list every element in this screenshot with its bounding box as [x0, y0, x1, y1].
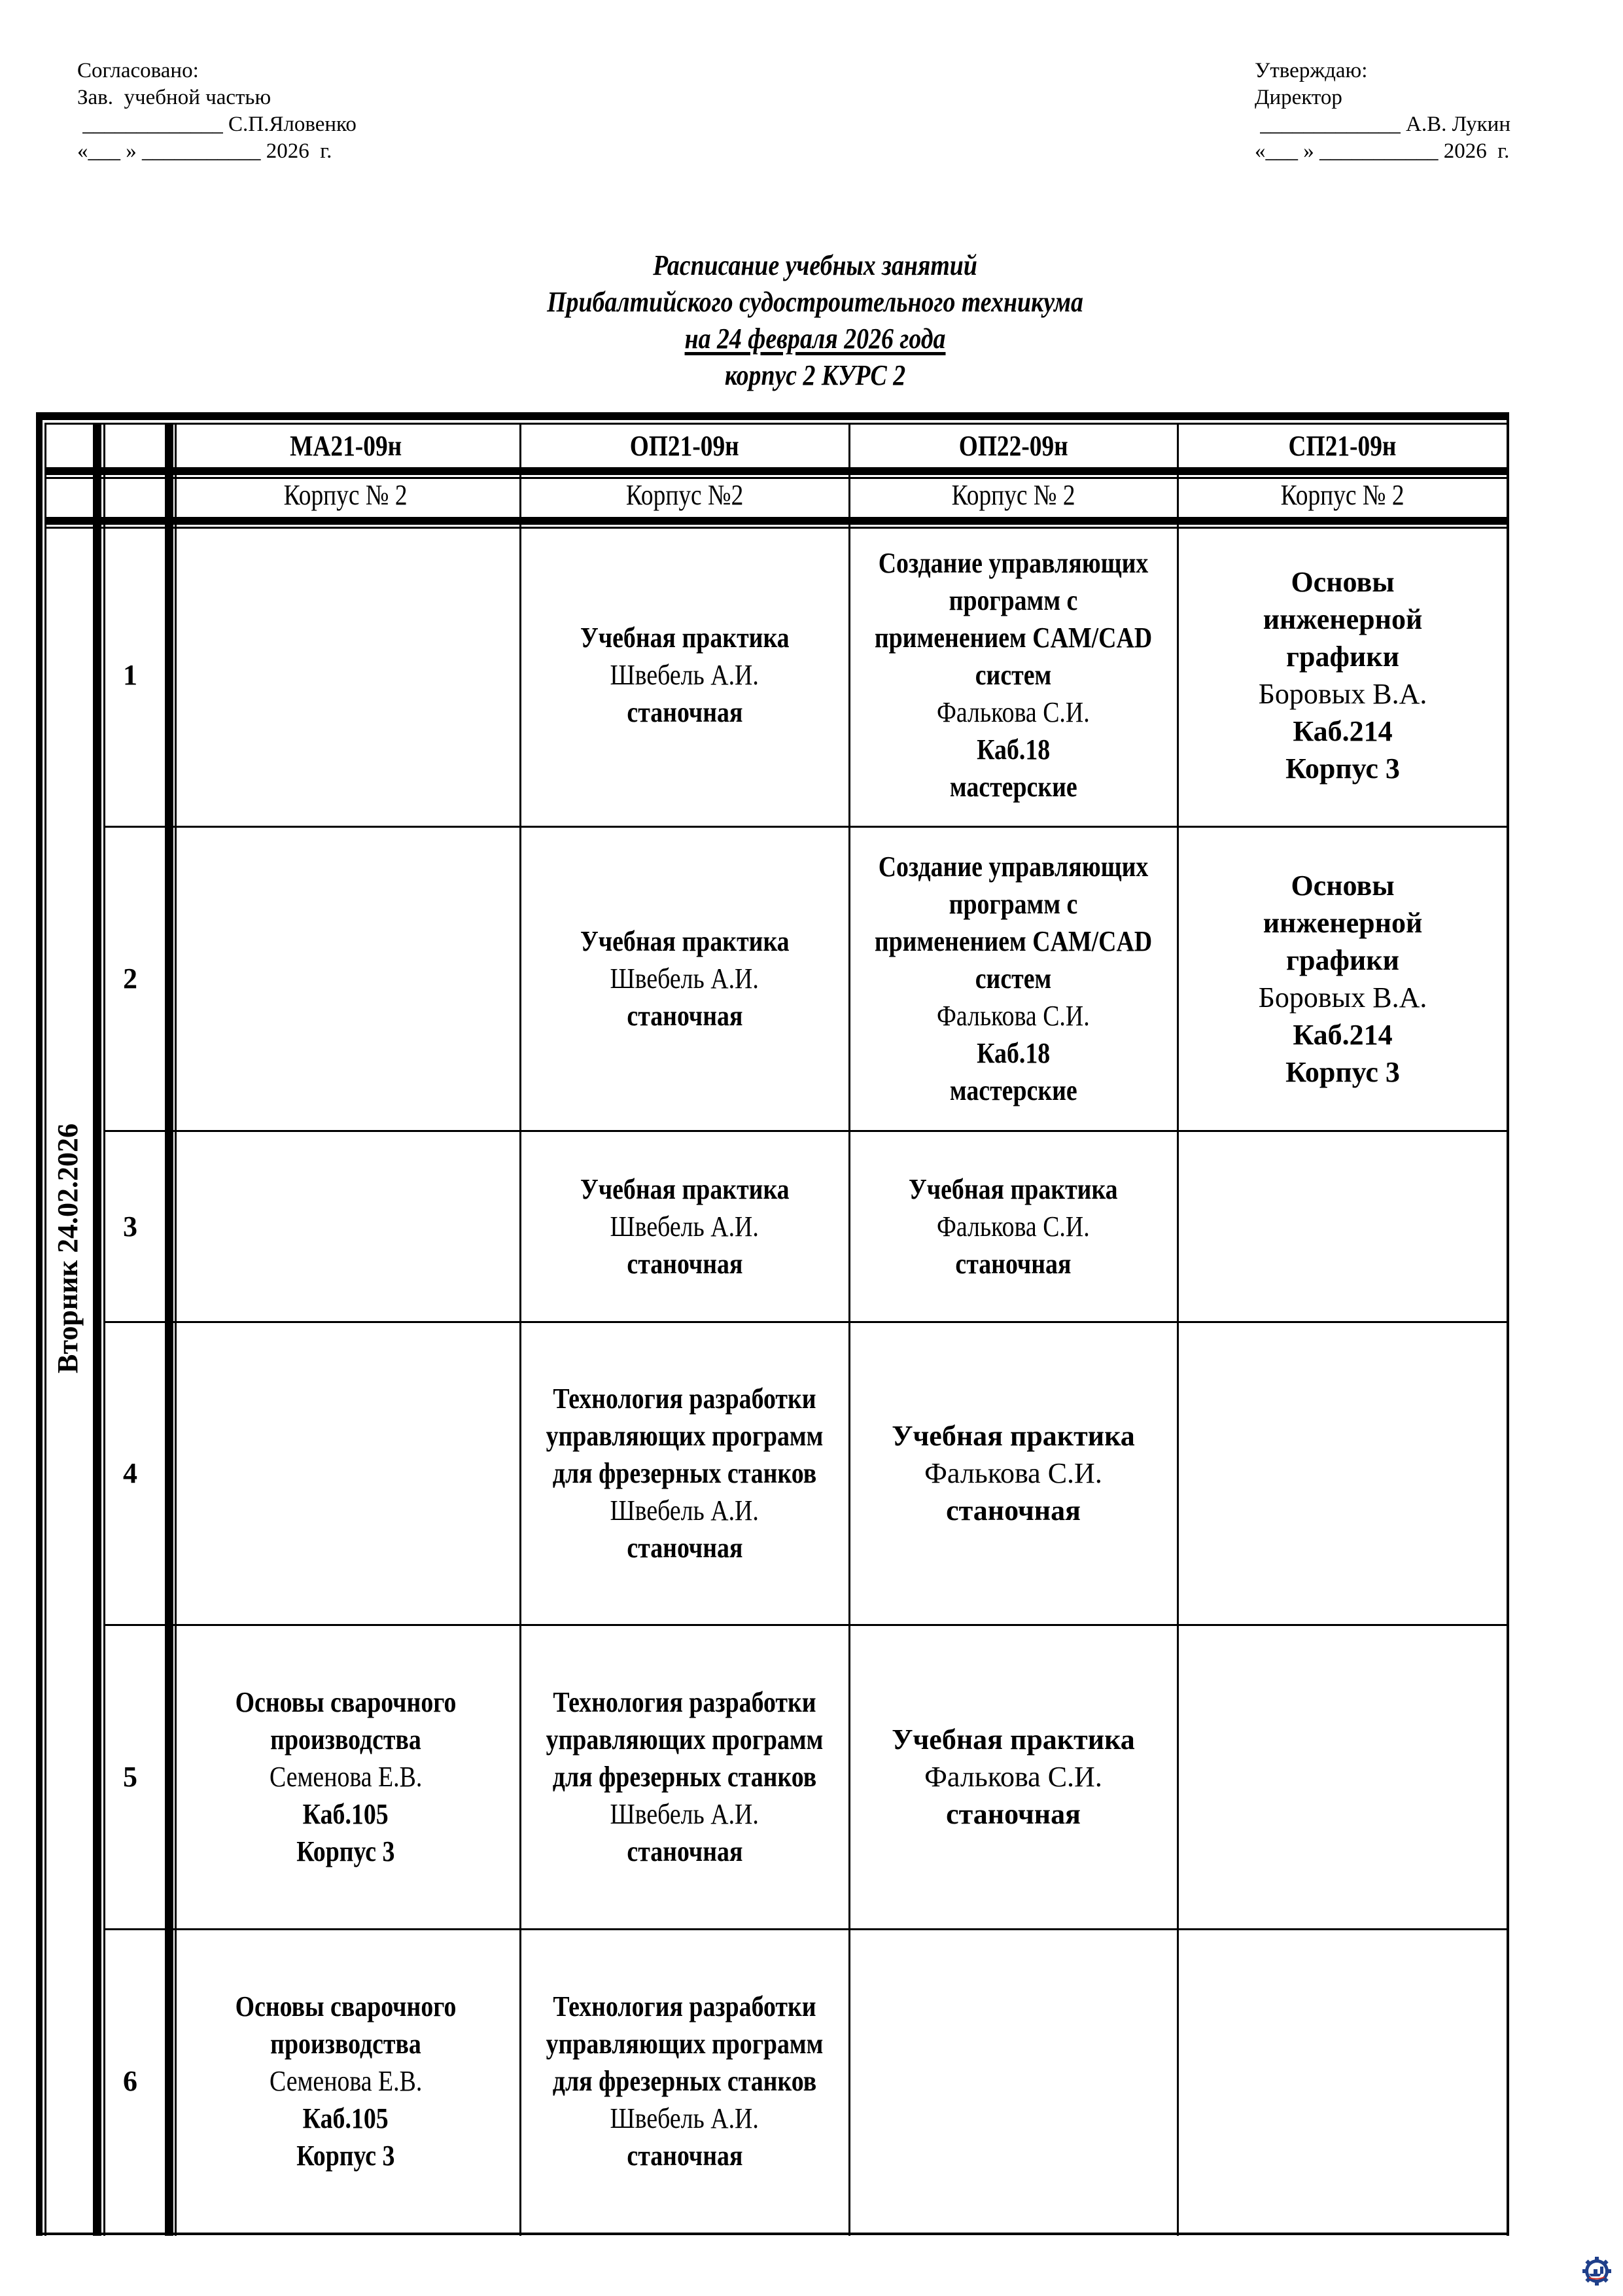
title-line-date: [117, 321, 1513, 357]
lesson-subject-text: Учебная практика: [580, 622, 790, 654]
header-row2-bottom-thick: [44, 517, 1509, 525]
lesson-room-text: Каб.214: [1293, 1018, 1393, 1051]
lesson-cell: [171, 1625, 520, 1929]
approval-right-date: «___ » ___________ 2026 г.: [1255, 139, 1510, 163]
lesson-cell: [1178, 1322, 1508, 1625]
approval-block-left: [77, 58, 357, 165]
document-title: [117, 247, 1513, 394]
lesson-subject: [520, 1988, 849, 2100]
lesson-room: [946, 1492, 1081, 1529]
lesson-room-text: Каб.18: [976, 1037, 1051, 1069]
lesson-cell: [849, 1131, 1178, 1322]
lesson-teacher: [924, 694, 1102, 731]
lesson-subject: [563, 619, 807, 656]
group-building: Корпус №2: [625, 478, 744, 511]
lesson-room-text: Каб.105: [302, 1798, 389, 1830]
lesson-room: [618, 997, 752, 1034]
lesson-teacher: [924, 1758, 1102, 1795]
lesson-cell: [849, 826, 1178, 1131]
title-line-building-course: корпус 2 КУРС 2: [724, 359, 906, 391]
approval-left-signature: _____________ С.П.Яловенко: [77, 113, 357, 136]
pair-number: 4: [123, 1457, 137, 1489]
group-col-border: [848, 424, 850, 2236]
pair-row-border: [103, 1928, 1509, 1930]
lesson-cell: [520, 1131, 849, 1322]
header-row2-top-thin: [44, 477, 1509, 479]
table-top-border: [36, 412, 1509, 420]
lesson-subject-text: Создание управляющих программ с применением CAM/CAD систем: [874, 851, 1153, 995]
lesson-teacher-text: Фалькова С.И.: [937, 1210, 1090, 1243]
lesson-location-extra: [288, 1833, 403, 1870]
lesson-teacher-text: Швебель А.И.: [610, 2102, 759, 2134]
table-left-border-thin: [44, 424, 46, 2236]
lesson-room: [618, 694, 752, 731]
lesson-room: [946, 1245, 1081, 1282]
lesson-teacher: [598, 960, 771, 997]
pair-row-border: [103, 826, 1509, 828]
pair-row-border: [103, 1624, 1509, 1626]
lesson-location-extra: [939, 768, 1088, 805]
lesson-subject: [563, 923, 807, 960]
lesson-teacher: [598, 1208, 771, 1245]
lesson-room-text: станочная: [946, 1494, 1081, 1527]
lesson-extra-text: Корпус 3: [296, 2139, 395, 2172]
lesson-teacher: [1259, 675, 1427, 713]
lesson-subject: [1211, 563, 1475, 675]
lesson-room: [1293, 1016, 1392, 1053]
group-header-cell: [849, 424, 1178, 467]
lesson-cell: [1178, 1625, 1508, 1929]
lesson-subject-text: Технология разработки управляющих программ для фрезерных станков: [546, 1383, 824, 1489]
lesson-cell: [849, 523, 1178, 826]
approval-block-right: [1255, 58, 1510, 165]
lesson-teacher: [598, 656, 771, 694]
lesson-subject: [1211, 867, 1475, 979]
lesson-teacher-text: Фалькова С.И.: [937, 1000, 1090, 1032]
lesson-teacher-text: Боровых В.А.: [1258, 981, 1427, 1014]
group-header-cell: [1178, 424, 1508, 467]
approval-right-signature: _____________ А.В. Лукин: [1255, 113, 1511, 136]
lesson-subject-text: Технология разработки управляющих программ для фрезерных станков: [546, 1686, 824, 1793]
lesson-teacher-text: Швебель А.И.: [610, 1494, 759, 1527]
lesson-subject-text: Технология разработки управляющих программ для фрезерных станков: [546, 1990, 824, 2097]
lesson-teacher: [257, 2062, 434, 2100]
lesson-subject: [171, 1684, 520, 1758]
pair-col-border-thin: [175, 424, 177, 2236]
lesson-teacher: [924, 1455, 1102, 1492]
lesson-cell: [520, 826, 849, 1131]
lesson-room: [296, 2100, 395, 2137]
lesson-cell: [849, 1929, 1178, 2233]
lesson-room: [618, 1529, 752, 1566]
lesson-cell: [849, 1625, 1178, 1929]
table-right-border: [1507, 420, 1509, 2236]
lesson-cell: [520, 523, 849, 826]
lesson-room: [618, 2137, 752, 2174]
lesson-room: [618, 1833, 752, 1870]
lesson-teacher: [924, 1208, 1102, 1245]
lesson-subject: [892, 1171, 1135, 1208]
group-header-cell: [171, 424, 520, 467]
lesson-teacher-text: Фалькова С.И.: [924, 1457, 1102, 1489]
day-label: Вторник 24.02.2026: [52, 1123, 84, 1373]
lesson-room: [618, 1245, 752, 1282]
lesson-room-text: станочная: [626, 696, 743, 728]
lesson-subject-text: Учебная практика: [909, 1173, 1118, 1205]
pair-row-border: [103, 1321, 1509, 1323]
approval-left-heading: Согласовано:: [77, 59, 199, 82]
lesson-teacher: [598, 1795, 771, 1833]
lesson-teacher-text: Швебель А.И.: [610, 1210, 759, 1243]
lesson-teacher: [598, 2100, 771, 2137]
lesson-teacher-text: Фалькова С.И.: [924, 1761, 1102, 1793]
approval-left-position: Зав. учебной частью: [77, 86, 271, 109]
group-col-border: [519, 424, 521, 2236]
pair-number: 1: [123, 659, 137, 691]
lesson-subject: [563, 1171, 807, 1208]
lesson-subject: [892, 1417, 1135, 1455]
lesson-location-extra: [288, 2137, 403, 2174]
lesson-teacher-text: Швебель А.И.: [610, 1798, 759, 1830]
lesson-teacher-text: Боровых В.А.: [1258, 677, 1427, 710]
lesson-room-text: Каб.18: [976, 733, 1051, 766]
lesson-subject: [520, 1684, 849, 1795]
lesson-teacher-text: Швебель А.И.: [610, 963, 759, 995]
lesson-cell: [849, 1322, 1178, 1625]
lesson-teacher: [924, 997, 1102, 1034]
group-building: Корпус № 2: [1281, 478, 1405, 511]
lesson-teacher-text: Фалькова С.И.: [937, 696, 1090, 728]
group-name: ОП22-09н: [958, 429, 1068, 462]
lesson-teacher: [598, 1492, 771, 1529]
lesson-cell: [171, 523, 520, 826]
title-line-institution: Прибалтийского судостроительного техникума: [547, 286, 1083, 318]
lesson-teacher: [1259, 979, 1427, 1016]
lesson-subject: [892, 1721, 1135, 1758]
body-top-thin: [44, 527, 1509, 529]
lesson-teacher-text: Семенова Е.В.: [269, 2064, 423, 2097]
lesson-subject-text: Учебная практика: [580, 925, 790, 957]
lesson-teacher-text: Семенова Е.В.: [269, 1761, 423, 1793]
lesson-location-extra: [1285, 750, 1400, 787]
pair-row-border: [103, 1130, 1509, 1132]
lesson-location-extra: [1285, 1053, 1400, 1091]
lesson-room: [296, 1795, 395, 1833]
lesson-cell: [171, 1929, 520, 2233]
approval-right-position: Директор: [1255, 86, 1342, 109]
day-col-border-thick: [93, 424, 101, 2236]
lesson-cell: [520, 1929, 849, 2233]
group-col-border: [1177, 424, 1179, 2236]
group-header-cell: [520, 424, 849, 467]
lesson-subject-text: Основы инженерной графики: [1263, 565, 1423, 673]
title-date-text: на 24 февраля 2026 года: [684, 323, 946, 355]
lesson-subject-text: Учебная практика: [892, 1420, 1135, 1452]
header-top-thin: [44, 423, 1509, 425]
lesson-room-text: станочная: [946, 1798, 1081, 1830]
lesson-subject-text: Создание управляющих программ с применением CAM/CAD систем: [874, 547, 1153, 691]
lesson-room-text: станочная: [626, 1000, 743, 1032]
lesson-subject: [849, 544, 1178, 694]
lesson-cell: [520, 1625, 849, 1929]
lesson-cell: [171, 1131, 520, 1322]
lesson-subject: [171, 1988, 520, 2062]
lesson-subject-text: Основы инженерной графики: [1263, 869, 1423, 976]
lesson-room-text: Каб.105: [302, 2102, 389, 2134]
approval-right-heading: Утверждаю:: [1255, 59, 1368, 82]
lesson-teacher: [257, 1758, 434, 1795]
pair-number: 3: [123, 1210, 137, 1243]
lesson-room-text: станочная: [626, 1835, 743, 1867]
lesson-subject-text: Учебная практика: [580, 1173, 790, 1205]
lesson-location-extra: [939, 1072, 1088, 1109]
lesson-room-text: станочная: [626, 1247, 743, 1280]
lesson-room-text: Каб.214: [1293, 715, 1393, 747]
table-bottom-border: [36, 2233, 1509, 2235]
lesson-room: [971, 731, 1056, 768]
title-line-schedule: Расписание учебных занятий: [653, 249, 977, 281]
lesson-extra-text: Корпус 3: [1285, 1055, 1400, 1088]
lesson-subject: [520, 1380, 849, 1492]
table-left-border-thick: [36, 412, 43, 2236]
lesson-cell: [171, 826, 520, 1131]
pair-number: 2: [123, 963, 137, 995]
lesson-extra-text: Корпус 3: [1285, 752, 1400, 785]
lesson-subject-text: Основы сварочного производства: [235, 1990, 457, 2060]
lesson-room: [971, 1034, 1056, 1072]
group-building: Корпус № 2: [284, 478, 408, 511]
group-name: ОП21-09н: [629, 429, 739, 462]
header-row1-bottom-thick: [44, 467, 1509, 475]
lesson-subject: [849, 848, 1178, 997]
group-name: СП21-09н: [1289, 429, 1397, 462]
pair-number: 5: [123, 1761, 137, 1793]
college-gear-ship-logo-icon: [1582, 2256, 1612, 2286]
lesson-room-text: станочная: [955, 1247, 1072, 1280]
group-building: Корпус № 2: [951, 478, 1075, 511]
lesson-subject-text: Основы сварочного производства: [235, 1686, 457, 1756]
lesson-cell: [1178, 1131, 1508, 1322]
lesson-cell: [1178, 826, 1508, 1131]
lesson-extra-text: Корпус 3: [296, 1835, 395, 1867]
lesson-cell: [1178, 523, 1508, 826]
lesson-extra-text: мастерские: [949, 771, 1077, 803]
schedule-table: [36, 412, 1509, 2236]
group-name: МА21-09н: [289, 429, 402, 462]
pair-col-border-thick: [165, 424, 173, 2236]
lesson-room-text: станочная: [626, 2139, 743, 2172]
lesson-room: [946, 1795, 1081, 1833]
lesson-subject-text: Учебная практика: [892, 1723, 1135, 1756]
lesson-cell: [171, 1322, 520, 1625]
pair-number: 6: [123, 2064, 137, 2097]
lesson-cell: [1178, 1929, 1508, 2233]
lesson-room: [1293, 713, 1392, 750]
approval-left-date: «___ » ___________ 2026 г.: [77, 139, 332, 163]
lesson-room-text: станочная: [626, 1532, 743, 1564]
day-col-border-thin: [103, 424, 105, 2236]
lesson-cell: [520, 1322, 849, 1625]
lesson-teacher-text: Швебель А.И.: [610, 659, 759, 691]
lesson-extra-text: мастерские: [949, 1074, 1077, 1106]
